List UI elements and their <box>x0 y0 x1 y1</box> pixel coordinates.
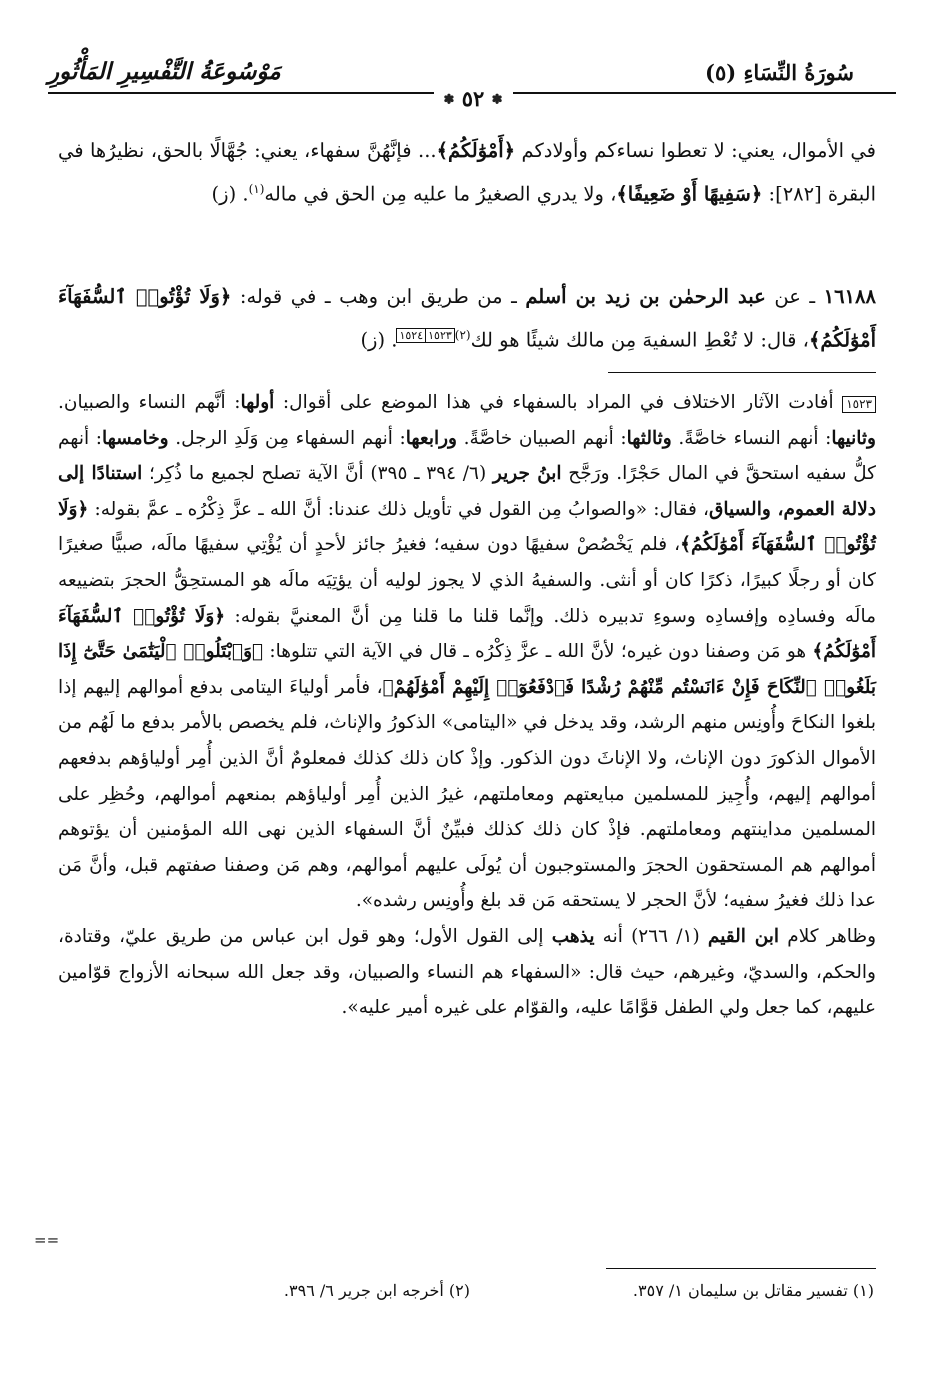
quran-quote: ﴿وَلَا تُؤْتُوا۟ ٱلسُّفَهَآءَ أَمْوَٰلَكُمُ﴾ <box>58 498 876 556</box>
text: . (ز) <box>211 182 249 206</box>
commentary-separator <box>608 372 876 373</box>
text: ، ولا يدري الصغيرُ ما عليه مِن الحق في ماله <box>264 182 617 206</box>
verb-emphasis: يذهب <box>551 925 595 947</box>
commentary-ref-box[interactable]: ١٥٢٤ <box>396 328 426 343</box>
scholar-name: ابنُ جرير <box>492 463 562 485</box>
commentary-refs <box>397 316 454 355</box>
opinion-label: أولها <box>240 392 275 413</box>
text: . (ز) <box>360 328 398 352</box>
text: في الأموال، يعني: لا تعطوا نساءكم وأولادكم <box>515 139 876 162</box>
text: وظاهر كلام <box>779 925 877 947</box>
text: ـ عن <box>765 285 824 308</box>
athar-number: ١٦١٨٨ <box>823 285 876 308</box>
opinion-label: ورابعها <box>405 427 457 449</box>
ornament-right-icon: ✽ <box>491 92 503 108</box>
text: : أنَّهم النساء والصبيان. <box>58 392 241 413</box>
text: ، فقال: «والصوابُ مِن القول في تأويل ذلك عندنا: أنَّ الله ـ عزَّ ذِكْرُه ـ عمَّ بقوله: <box>88 498 709 520</box>
commentary-1523 <box>58 385 876 1026</box>
quran-quote: ﴿وَٱبْتَلُوا۟ ٱلْيَتَٰمَىٰ حَتَّىٰٓ إِذَا بَلَغُوا۟ ٱلنِّكَاحَ فَإِنْ ءَانَسْتُم مِّنْهُمْ رُشْدًا فَٱدْفَعُوٓا۟ إِلَيْهِمْ أَمْوَٰلَهُمْ﴾ <box>58 641 876 698</box>
footnote-separator <box>606 1268 876 1269</box>
commentary-number-box: ١٥٢٣ <box>842 396 876 413</box>
quran-quote: ﴿سَفِيهًا أَوْ ضَعِيفًا﴾ <box>616 182 763 206</box>
text: أفادت الآثار الاختلاف في المراد بالسفهاء في هذا الموضع على أقوال: <box>274 392 843 413</box>
text: : أنهم النساء خاصَّةً. <box>671 427 832 449</box>
text: هو مَن وصفنا دون غيره؛ لأنَّ الله ـ عزَّ ذِكْرُه ـ قال في الآية التي تتلوها: <box>263 641 813 663</box>
quran-quote: ﴿أَمْوَٰلَكُمُ﴾ <box>436 139 516 162</box>
paragraph-athar-16188 <box>58 277 876 360</box>
footnote-ref[interactable]: (٢) <box>454 328 471 342</box>
basis-phrase: استنادًا إلى دلالة العموم، والسياق <box>58 463 876 520</box>
narrator-name: عبد الرحمٰن بن زيد بن أسلم <box>525 285 766 308</box>
paragraph-tafsir-continuation <box>58 132 876 214</box>
opinion-label: وثانيها <box>831 427 876 449</box>
opinion-label: وخامسها <box>101 427 169 449</box>
text: : أنهم السفهاء مِن وَلَدِ الرجل. <box>168 427 406 449</box>
quran-quote: ﴿وَلَا تُؤْتُوا۟ ٱلسُّفَهَآءَ أَمْوَٰلَكُمُ﴾ <box>58 285 876 352</box>
text: ... فإنَّهُنَّ سفهاء، يعني: جُهَّالًا بالحق، نظيرُها في البقرة [٢٨٢]: <box>58 139 876 206</box>
page-number: ٥٢ <box>461 86 485 111</box>
text: ، قال: لا تُعْطِ السفيهَ مِن مالك شيئًا هو لك <box>470 328 809 352</box>
quran-quote: ﴿وَلَا تُؤْتُوا۟ ٱلسُّفَهَآءَ أَمْوَٰلَكُمُ﴾ <box>58 605 876 663</box>
book-title-header: مَوْسُوعَةُ التَّفْسِيرِ المَأْثُورِ <box>48 58 281 85</box>
page-number-box <box>434 88 513 112</box>
commentary-ref-box[interactable]: ١٥٢٣ <box>425 328 455 343</box>
text: : أنهم كلُّ سفيه استحقَّ في المال حَجْرًا. ورَجَّح <box>58 427 876 485</box>
opinion-label: وثالثها <box>626 427 672 449</box>
margin-mark: == <box>34 1231 60 1249</box>
text: ، فلم يَخْصُصْ سفيهًا دون سفيه؛ فغيرُ جائز لأحدٍ أن يُؤْتِي سفيهًا مالَه، صبيًّا صغيرًا كان أو رجلًا كبيرًا، ذكرًا كان أو أنثى. والسفيهُ الذي لا يجوز لوليه أن يؤتِيَه مالَه هو المستحِقُّ الحجرَ بتضييعه مالَه وفسادِه وإفسادِه وسوءِ تدبيره ذلك. وإنَّما قلنا ما قلنا مِن أنَّ المعنيَّ بقوله: <box>58 534 876 627</box>
footnote-ref[interactable]: (١) <box>248 182 265 196</box>
text: ، فأمر أولياءَ اليتامى بدفع أموالهم إليهم إذا بلغوا النكاحَ وأُونِس منهم الرشد، وقد يدخل في «اليتامى» الذكورُ والإناث، فلم يخصص بالأمر بدفع ما لَهُم من الأموال الذكورَ دون الإناث، ولا الإناثَ دون الذكور. وإذْ كان ذلك كذلك فمعلومٌ أنَّ الذين أُمِر أولياؤهم بدفعهم أموالهم إليهم، وأُجِيز للمسلمين مبايعتهم ومعاملتهم، غيرُ الذين أُمِر أولياؤهم بمنعهم أموالهم، وحُظِر على المسلمين مداينتهم ومعاملتهم. فإذْ كان ذلك كذلك فبيِّنٌ أنَّ السفهاء الذين نهى الله المؤمنين أن يؤتوهم أموالهم هم المستحقون الحجرَ والمستوجبون أن يُولَى عليهم أموالهم، وهم مَن وصفنا صفتهم قبل، وأنَّ مَن عدا ذلك فغيرُ سفيه؛ لأنَّ الحجر لا يستحقه مَن قد بلغ وأُونِس رشده». <box>58 676 876 912</box>
text: : أنهم الصبيان خاصَّةً. <box>457 427 627 449</box>
text: إلى القول الأول؛ وهو قول ابن عباس من طريق عليّ، وقتادة، والحكم، والسديّ، وغيرهم، حيث قال: «السفهاء هم النساء والصبيان، وقد جعل الله سبحانه الأزواج قوّامين عليهم، كما جعل ولي الطفل قوَّامًا عليه، والقوّام على غيره أمير عليه». <box>58 925 876 1019</box>
footnote-2: (٢) أخرجه ابن جرير ٦/ ٣٩٦. <box>283 1281 470 1300</box>
text: (٦/ ٣٩٤ ـ ٣٩٥) أنَّ الآية تصلح لجميع ما ذُكِر؛ <box>142 463 493 485</box>
page-number-row <box>0 88 946 112</box>
footnote-1: (١) تفسير مقاتل بن سليمان ١/ ٣٥٧. <box>632 1281 874 1300</box>
surah-header: سُورَةُ النِّسَاءِ (٥) <box>705 60 854 85</box>
text: (١/ ٢٦٦) أنه <box>594 925 708 947</box>
ornament-left-icon: ✽ <box>443 92 455 108</box>
scholar-name: ابن القيم <box>707 925 780 947</box>
text: ـ من طريق ابن وهب ـ في قوله: <box>231 285 526 308</box>
